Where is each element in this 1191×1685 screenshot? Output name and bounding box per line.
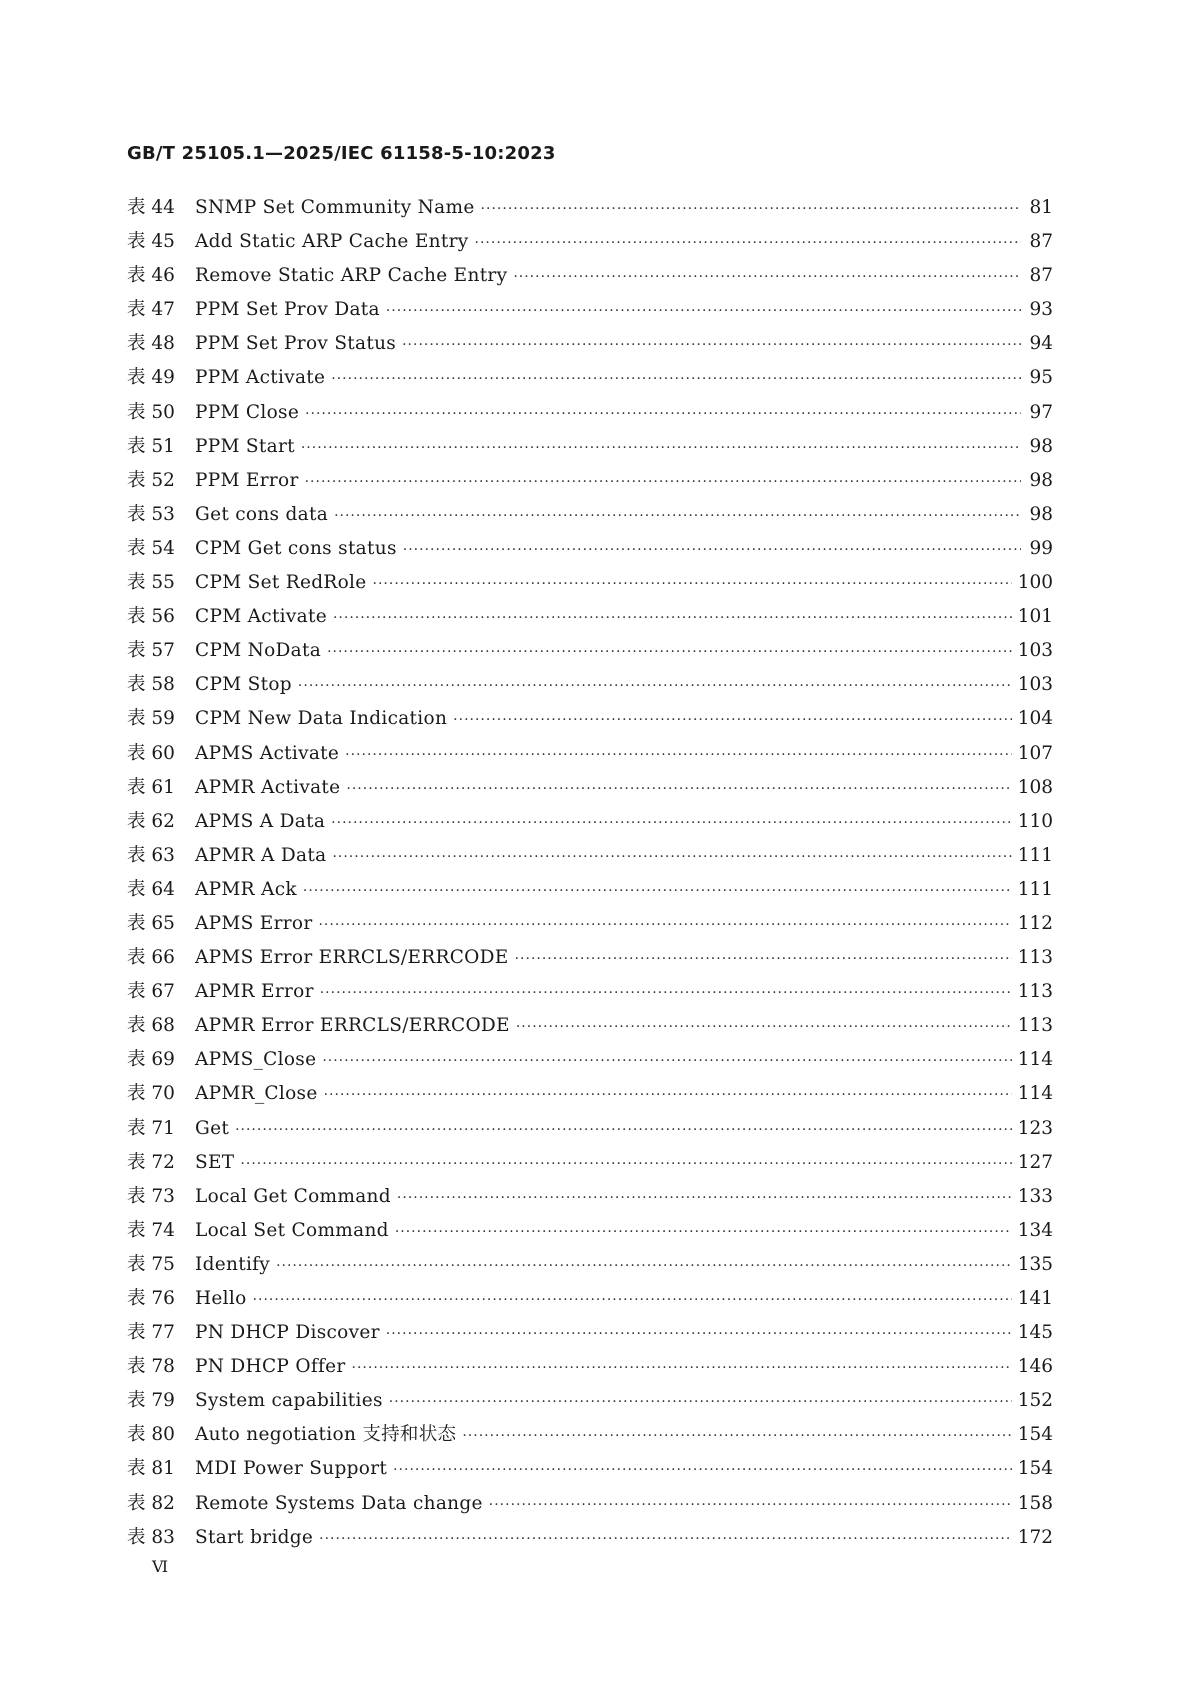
toc-entry-title: SET (195, 1151, 235, 1173)
toc-leader-dots (403, 542, 1021, 558)
toc-entry-page: 98 (1029, 503, 1053, 525)
toc-entry-title: CPM Set RedRole (195, 572, 367, 594)
toc-entry (127, 1182, 1053, 1216)
toc-leader-dots (305, 474, 1021, 490)
toc-entry-title: CPM Get cons status (195, 537, 397, 559)
toc-entry-title: Local Get Command (195, 1185, 391, 1207)
toc-entry (127, 261, 1053, 295)
toc-leader-dots (462, 1428, 1011, 1444)
toc-entry-page: 98 (1029, 469, 1053, 491)
toc-entry-number: 表 47 (127, 299, 175, 321)
toc-entry-page: 87 (1029, 231, 1053, 253)
toc-leader-dots (332, 849, 1011, 865)
toc-leader-dots (345, 747, 1012, 763)
toc-entry-page: 103 (1017, 674, 1053, 696)
toc-entry-page: 113 (1017, 947, 1053, 969)
toc-entry-page: 133 (1017, 1185, 1053, 1207)
toc-entry (127, 1489, 1053, 1523)
toc-entry-number: 表 80 (127, 1424, 175, 1446)
toc-entry-title: APMR A Data (195, 844, 327, 866)
toc-entry-page: 99 (1029, 537, 1053, 559)
toc-entry (127, 363, 1053, 397)
toc-entry-number: 表 62 (127, 810, 175, 832)
toc-entry-page: 108 (1017, 776, 1053, 798)
toc-entry-number: 表 46 (127, 265, 175, 287)
toc-entry-number: 表 74 (127, 1219, 175, 1241)
toc-entry (127, 1250, 1053, 1284)
toc-entry-page: 154 (1017, 1458, 1053, 1480)
toc-entry-page: 97 (1029, 401, 1053, 423)
toc-entry-number: 表 81 (127, 1458, 175, 1480)
toc-entry-page: 104 (1017, 708, 1053, 730)
toc-entry (127, 227, 1053, 261)
toc-entry-title: APMS Error ERRCLS/ERRCODE (195, 947, 509, 969)
toc-entry-title: APMS Error (195, 912, 313, 934)
toc-entry-page: 87 (1029, 265, 1053, 287)
toc-entry (127, 1318, 1053, 1352)
toc-leader-dots (386, 303, 1021, 319)
toc-entry (127, 568, 1053, 602)
toc-leader-dots (389, 1394, 1012, 1410)
toc-entry-number: 表 68 (127, 1015, 175, 1037)
toc-entry-title: APMR Activate (195, 776, 341, 798)
toc-entry-page: 145 (1017, 1322, 1053, 1344)
toc-entry-number: 表 78 (127, 1356, 175, 1378)
toc-entry (127, 1284, 1053, 1318)
toc-entry-title: PN DHCP Offer (195, 1356, 346, 1378)
toc-leader-dots (489, 1497, 1012, 1513)
toc-entry-title: APMR Error (195, 981, 314, 1003)
toc-leader-dots (240, 1156, 1011, 1172)
toc-entry (127, 1523, 1053, 1557)
toc-entry (127, 1079, 1053, 1113)
toc-entry-title: PN DHCP Discover (195, 1322, 380, 1344)
toc-entry-page: 110 (1017, 810, 1053, 832)
toc-entry (127, 739, 1053, 773)
toc-entry-page: 100 (1017, 572, 1053, 594)
toc-entry (127, 909, 1053, 943)
toc-entry (127, 329, 1053, 363)
toc-entry-number: 表 79 (127, 1390, 175, 1412)
toc-entry (127, 977, 1053, 1011)
toc-entry-page: 113 (1017, 981, 1053, 1003)
toc-entry (127, 295, 1053, 329)
toc-entry-page: 134 (1017, 1219, 1053, 1241)
toc-entry (127, 841, 1053, 875)
toc-entry-title: PPM Set Prov Data (195, 299, 380, 321)
toc-entry-number: 表 54 (127, 537, 175, 559)
toc-entry-title: CPM New Data Indication (195, 708, 448, 730)
toc-entry (127, 500, 1053, 534)
toc-leader-dots (322, 1053, 1011, 1069)
toc-entry-page: 111 (1017, 878, 1053, 900)
toc-entry-page: 103 (1017, 640, 1053, 662)
toc-entry-number: 表 63 (127, 844, 175, 866)
toc-leader-dots (318, 917, 1011, 933)
toc-entry-page: 158 (1017, 1492, 1053, 1514)
toc-entry-title: APMR_Close (195, 1083, 318, 1105)
toc-leader-dots (393, 1462, 1012, 1478)
toc-entry-title: APMS_Close (195, 1049, 317, 1071)
toc-leader-dots (481, 201, 1021, 217)
toc-entry-title: Hello (195, 1288, 247, 1309)
toc-entry-number: 表 44 (127, 197, 175, 218)
toc-entry-page: 112 (1017, 912, 1053, 934)
toc-entry-number: 表 57 (127, 640, 175, 662)
toc-entry-number: 表 67 (127, 981, 175, 1003)
toc-entry-page: 123 (1017, 1117, 1053, 1139)
toc-entry (127, 1352, 1053, 1386)
toc-entry-title: Local Set Command (195, 1219, 389, 1241)
toc-leader-dots (303, 883, 1012, 899)
toc-entry-number: 表 55 (127, 572, 175, 594)
toc-entry-number: 表 53 (127, 503, 175, 525)
toc-entry-number: 表 51 (127, 435, 175, 457)
document-header: GB/T 25105.1—2025/IEC 61158-5-10:2023 (127, 143, 556, 164)
toc-entry-title: CPM Stop (195, 674, 292, 696)
toc-entry-page: 111 (1017, 844, 1053, 866)
toc-entry (127, 1420, 1053, 1454)
toc-entry (127, 875, 1053, 909)
toc-leader-dots (397, 1190, 1012, 1206)
toc-entry-number: 表 69 (127, 1049, 175, 1071)
toc-entry-page: 107 (1017, 742, 1053, 764)
toc-entry-title: PPM Close (195, 401, 300, 423)
toc-leader-dots (386, 1326, 1012, 1342)
toc-leader-dots (298, 678, 1012, 694)
toc-entry (127, 193, 1053, 227)
toc-entry-number: 表 61 (127, 776, 175, 798)
toc-entry-page: 95 (1029, 367, 1053, 389)
toc-entry-title: PPM Error (195, 469, 299, 491)
toc-leader-dots (305, 406, 1021, 422)
toc-entry-title: Add Static ARP Cache Entry (195, 231, 469, 253)
toc-entry-number: 表 52 (127, 469, 175, 491)
toc-leader-dots (235, 1122, 1012, 1138)
toc-entry-title: System capabilities (195, 1390, 383, 1412)
toc-entry-number: 表 48 (127, 333, 175, 355)
toc-leader-dots (513, 269, 1021, 285)
toc-entry-title: APMR Error ERRCLS/ERRCODE (195, 1015, 510, 1037)
toc-entry-page: 172 (1017, 1526, 1053, 1548)
toc-entry-title: APMS Activate (195, 742, 340, 764)
toc-leader-dots (276, 1258, 1012, 1274)
toc-entry-page: 81 (1029, 197, 1053, 218)
toc-entry-page: 135 (1017, 1253, 1053, 1275)
toc-entry-number: 表 73 (127, 1185, 175, 1207)
toc-entry-number: 表 70 (127, 1083, 175, 1105)
toc-entry-page: 98 (1029, 435, 1053, 457)
toc-entry (127, 398, 1053, 432)
toc-entry-title: APMR Ack (195, 878, 297, 900)
toc-leader-dots (319, 1531, 1012, 1547)
toc-leader-dots (331, 815, 1012, 831)
toc-entry-title: Get (195, 1117, 230, 1139)
toc-entry (127, 1114, 1053, 1148)
toc-entry-page: 146 (1017, 1356, 1053, 1378)
toc-entry-title: Get cons data (195, 503, 329, 525)
toc-leader-dots (453, 712, 1012, 728)
toc-entry (127, 534, 1053, 568)
toc-entry-number: 表 50 (127, 401, 175, 423)
toc-entry-title: CPM Activate (195, 606, 327, 628)
toc-entry-title: Auto negotiation 支持和状态 (195, 1424, 457, 1446)
toc-entry-number: 表 66 (127, 947, 175, 969)
toc-entry-page: 152 (1017, 1390, 1053, 1412)
toc-leader-dots (402, 337, 1021, 353)
toc-entry (127, 670, 1053, 704)
toc-entry-title: SNMP Set Community Name (195, 197, 475, 218)
toc-leader-dots (373, 576, 1012, 592)
toc-entry-number: 表 71 (127, 1117, 175, 1139)
toc-leader-dots (301, 440, 1021, 456)
toc-entry-page: 114 (1017, 1083, 1053, 1105)
toc-entry-number: 表 58 (127, 674, 175, 696)
toc-entry (127, 602, 1053, 636)
table-of-contents (127, 193, 1053, 1557)
toc-entry-number: 表 76 (127, 1288, 175, 1309)
toc-entry (127, 1216, 1053, 1250)
toc-entry-title: Remove Static ARP Cache Entry (195, 265, 508, 287)
toc-entry-number: 表 77 (127, 1322, 175, 1344)
toc-entry-page: 127 (1017, 1151, 1053, 1173)
toc-entry-page: 93 (1029, 299, 1053, 321)
toc-entry-number: 表 60 (127, 742, 175, 764)
toc-entry-number: 表 45 (127, 231, 175, 253)
toc-entry (127, 1454, 1053, 1488)
toc-entry-title: PPM Set Prov Status (195, 333, 397, 355)
toc-entry-number: 表 64 (127, 878, 175, 900)
toc-entry-title: APMS A Data (195, 810, 326, 832)
toc-entry-page: 154 (1017, 1424, 1053, 1446)
toc-entry-number: 表 59 (127, 708, 175, 730)
toc-entry (127, 943, 1053, 977)
toc-leader-dots (253, 1292, 1012, 1308)
toc-entry-number: 表 72 (127, 1151, 175, 1173)
toc-entry (127, 704, 1053, 738)
toc-leader-dots (320, 985, 1012, 1001)
toc-entry (127, 1148, 1053, 1182)
toc-entry-page: 114 (1017, 1049, 1053, 1071)
toc-entry-number: 表 82 (127, 1492, 175, 1514)
toc-entry (127, 432, 1053, 466)
toc-entry-page: 94 (1029, 333, 1053, 355)
toc-entry-title: PPM Start (195, 435, 295, 457)
toc-entry-title: Start bridge (195, 1526, 314, 1548)
toc-leader-dots (334, 508, 1021, 524)
toc-leader-dots (475, 235, 1021, 251)
toc-entry-number: 表 65 (127, 912, 175, 934)
toc-leader-dots (346, 781, 1011, 797)
toc-leader-dots (327, 644, 1012, 660)
toc-entry-number: 表 83 (127, 1526, 175, 1548)
toc-entry (127, 636, 1053, 670)
toc-entry (127, 466, 1053, 500)
toc-leader-dots (331, 371, 1021, 387)
toc-entry-title: MDI Power Support (195, 1458, 388, 1480)
toc-entry (127, 1045, 1053, 1079)
toc-entry-title: Identify (195, 1253, 271, 1275)
toc-entry-page: 113 (1017, 1015, 1053, 1037)
toc-entry-title: Remote Systems Data change (195, 1492, 483, 1514)
toc-entry-number: 表 49 (127, 367, 175, 389)
toc-leader-dots (333, 610, 1012, 626)
toc-entry (127, 1011, 1053, 1045)
toc-entry-page: 141 (1017, 1288, 1053, 1309)
toc-entry-page: 101 (1017, 606, 1053, 628)
page-number: Ⅵ (152, 1557, 169, 1576)
toc-entry-title: CPM NoData (195, 640, 322, 662)
toc-leader-dots (515, 951, 1012, 967)
toc-entry-number: 表 56 (127, 606, 175, 628)
toc-entry-title: PPM Activate (195, 367, 326, 389)
toc-leader-dots (352, 1360, 1012, 1376)
toc-entry-number: 表 75 (127, 1253, 175, 1275)
toc-entry (127, 1386, 1053, 1420)
toc-leader-dots (395, 1224, 1012, 1240)
toc-leader-dots (516, 1019, 1012, 1035)
toc-leader-dots (324, 1087, 1012, 1103)
toc-entry (127, 807, 1053, 841)
toc-entry (127, 773, 1053, 807)
